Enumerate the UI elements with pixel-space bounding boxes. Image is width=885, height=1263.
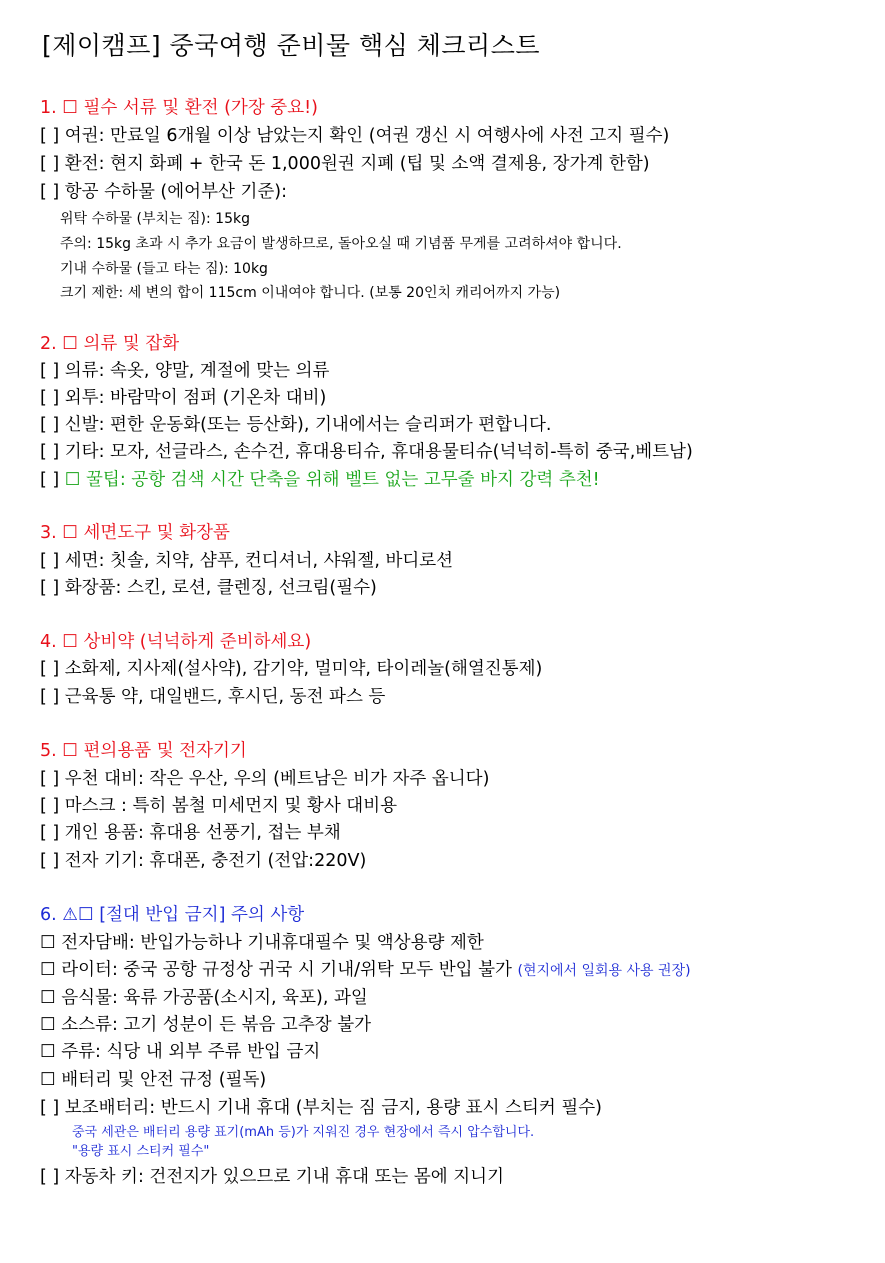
- prohibited-item-alcohol: ☐ 주류: 식당 내 외부 주류 반입 금지: [40, 1042, 321, 1062]
- powerbank-note-1: 중국 세관은 배터리 용량 표기(mAh 등)가 지워진 경우 현장에서 즉시 압수합니다.: [72, 1125, 535, 1140]
- baggage-size-limit: 크기 제한: 세 변의 합이 115cm 이내여야 합니다. (보통 20인치 캐리어까지 가능): [60, 285, 561, 301]
- document-title: [제이캠프] 중국여행 준비물 핵심 체크리스트: [42, 31, 540, 60]
- baggage-checked: 위탁 수하물 (부치는 짐): 15kg: [60, 211, 250, 227]
- section-6-heading: 6. ⚠☐ [절대 반입 금지] 주의 사항: [40, 905, 305, 925]
- checklist-item-rain: [ ] 우천 대비: 작은 우산, 우의 (베트남은 비가 자주 옵니다): [40, 769, 490, 789]
- tip-text: ☐ 꿀팁: 공항 검색 시간 단축을 위해 벨트 없는 고무줄 바지 강력 추천!: [64, 470, 600, 490]
- checklist-item-car-key: [ ] 자동차 키: 건전지가 있으므로 기내 휴대 또는 몸에 지니기: [40, 1167, 504, 1187]
- section-1-heading: 1. ☐ 필수 서류 및 환전 (가장 중요!): [40, 98, 318, 118]
- prohibited-item-sauce: ☐ 소스류: 고기 성분이 든 볶음 고추장 불가: [40, 1015, 372, 1035]
- section-5-heading: 5. ☐ 편의용품 및 전자기기: [40, 741, 247, 761]
- checklist-item-cosmetics: [ ] 화장품: 스킨, 로션, 클렌징, 선크림(필수): [40, 578, 377, 598]
- checklist-item-misc: [ ] 기타: 모자, 선글라스, 손수건, 휴대용티슈, 휴대용물티슈(넉넉히-특히 중국,베트남): [40, 442, 693, 462]
- prohibited-item-ecig: ☐ 전자담배: 반입가능하나 기내휴대필수 및 액상용량 제한: [40, 933, 484, 953]
- checklist-item-shoes: [ ] 신발: 편한 운동화(또는 등산화), 기내에서는 슬리퍼가 편합니다.: [40, 415, 552, 435]
- section-2-heading: 2. ☐ 의류 및 잡화: [40, 334, 180, 354]
- prohibited-item-battery-rules: ☐ 배터리 및 안전 규정 (필독): [40, 1070, 267, 1090]
- checklist-item-medicine-2: [ ] 근육통 약, 대일밴드, 후시딘, 동전 파스 등: [40, 687, 386, 707]
- powerbank-note-2: "용량 표시 스티커 필수": [72, 1144, 210, 1159]
- lighter-text: ☐ 라이터: 중국 공항 규정상 귀국 시 기내/위탁 모두 반입 불가: [40, 960, 512, 980]
- checklist-item-medicine-1: [ ] 소화제, 지사제(설사약), 감기약, 멀미약, 타이레놀(해열진통제): [40, 659, 543, 679]
- checklist-item-electronics: [ ] 전자 기기: 휴대폰, 충전기 (전압:220V): [40, 851, 367, 871]
- checklist-item-outerwear: [ ] 외투: 바람막이 점퍼 (기온차 대비): [40, 388, 327, 408]
- checklist-item-baggage: [ ] 항공 수하물 (에어부산 기준):: [40, 182, 287, 202]
- checklist-item-personal: [ ] 개인 용품: 휴대용 선풍기, 접는 부채: [40, 823, 341, 843]
- checklist-item-tip: [40, 468, 600, 492]
- baggage-warning: 주의: 15kg 초과 시 추가 요금이 발생하므로, 돌아오실 때 기념품 무게를 고려하셔야 합니다.: [60, 236, 622, 252]
- baggage-carryon: 기내 수하물 (들고 타는 짐): 10kg: [60, 261, 268, 277]
- checklist-item-clothing: [ ] 의류: 속옷, 양말, 계절에 맞는 의류: [40, 361, 330, 381]
- tip-checkbox: [ ]: [40, 470, 65, 490]
- prohibited-item-lighter: [40, 958, 691, 983]
- section-3-heading: 3. ☐ 세면도구 및 화장품: [40, 523, 230, 543]
- checklist-item-toiletries: [ ] 세면: 칫솔, 치약, 샴푸, 컨디셔너, 샤워젤, 바디로션: [40, 551, 454, 571]
- checklist-item-mask: [ ] 마스크 : 특히 봄철 미세먼지 및 황사 대비용: [40, 796, 397, 816]
- prohibited-item-food: ☐ 음식물: 육류 가공품(소시지, 육포), 과일: [40, 988, 368, 1008]
- checklist-item-passport: [ ] 여권: 만료일 6개월 이상 남았는지 확인 (여권 갱신 시 여행사에 사전 고지 필수): [40, 126, 670, 146]
- checklist-item-powerbank: [ ] 보조배터리: 반드시 기내 휴대 (부치는 짐 금지, 용량 표시 스티커 필수): [40, 1098, 602, 1118]
- section-4-heading: 4. ☐ 상비약 (넉넉하게 준비하세요): [40, 632, 312, 652]
- checklist-item-exchange: [ ] 환전: 현지 화폐 + 한국 돈 1,000원권 지폐 (팁 및 소액 결제용, 장가계 한함): [40, 154, 650, 174]
- lighter-note: (현지에서 일회용 사용 권장): [517, 963, 691, 979]
